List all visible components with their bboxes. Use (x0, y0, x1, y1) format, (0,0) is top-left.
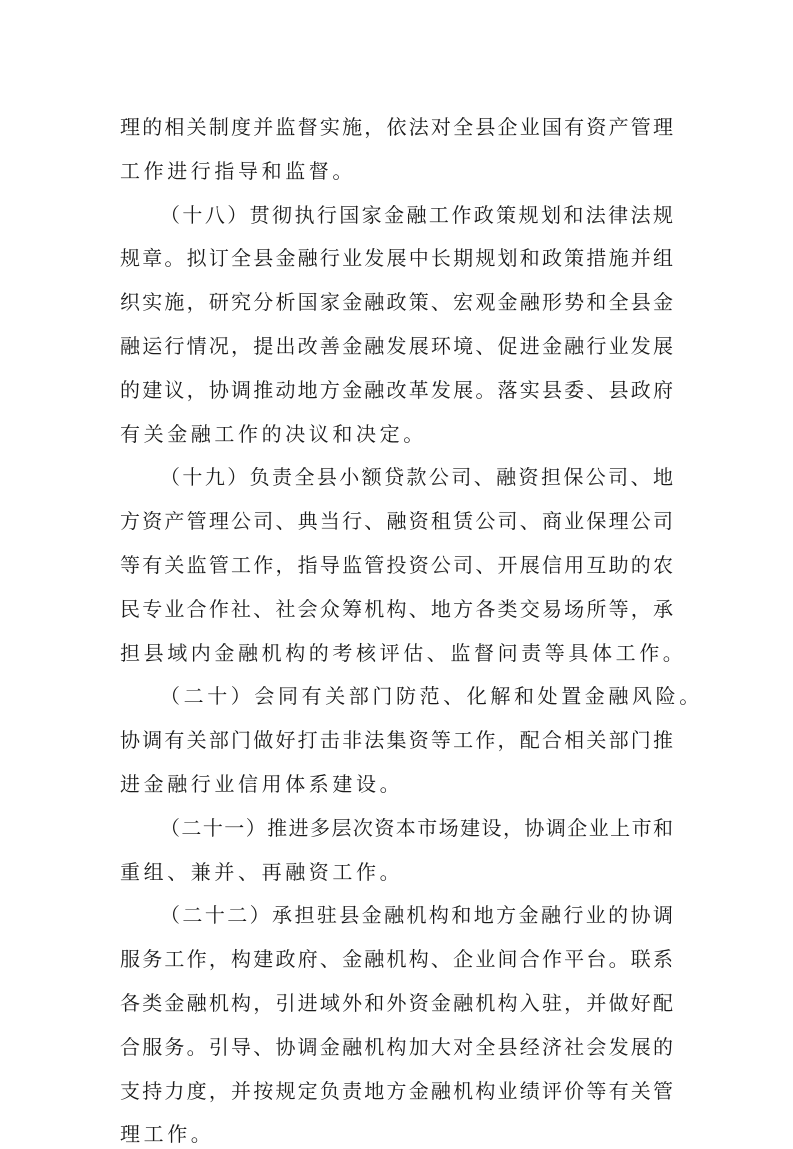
text-line: 融运行情况，提出改善金融发展环境、促进金融行业发展 (120, 334, 673, 358)
text-line: 的建议，协调推动地方金融改革发展。落实县委、县政府 (120, 378, 673, 402)
text-line: 规章。拟订全县金融行业发展中长期规划和政策措施并组 (120, 246, 673, 270)
text-line: 理的相关制度并监督实施，依法对全县企业国有资产管理 (120, 115, 673, 139)
text-line: 服务工作，构建政府、金融机构、企业间合作平台。联系 (120, 947, 673, 971)
text-line: 民专业合作社、社会众筹机构、地方各类交易场所等，承 (120, 597, 673, 621)
text-line: 支持力度，并按规定负责地方金融机构业绩评价等有关管 (120, 1079, 673, 1103)
text-line: 进金融行业信用体系建设。 (120, 772, 404, 796)
text-line: 协调有关部门做好打击非法集资等工作，配合相关部门推 (120, 728, 673, 752)
paragraph-21-start: （二十一）推进多层次资本市场建设，协调企业上市和 (160, 816, 673, 840)
text-line: 重组、兼并、再融资工作。 (120, 860, 404, 884)
text-line: 合服务。引导、协调金融机构加大对全县经济社会发展的 (120, 1035, 673, 1059)
text-line: 工作进行指导和监督。 (120, 159, 356, 183)
text-line: 织实施，研究分析国家金融政策、宏观金融形势和全县金 (120, 290, 673, 314)
text-line: 担县域内金融机构的考核评估、监督问责等具体工作。 (120, 641, 687, 665)
paragraph-22-start: （二十二）承担驻县金融机构和地方金融行业的协调 (160, 903, 673, 927)
text-line: 方资产管理公司、典当行、融资租赁公司、商业保理公司 (120, 509, 673, 533)
text-line: 理工作。 (120, 1122, 215, 1146)
paragraph-19-start: （十九）负责全县小额贷款公司、融资担保公司、地 (160, 465, 673, 489)
paragraph-20-start: （二十）会同有关部门防范、化解和处置金融风险。 (160, 684, 703, 708)
text-line: 各类金融机构，引进域外和外资金融机构入驻，并做好配 (120, 991, 673, 1015)
text-line: 等有关监管工作，指导监管投资公司、开展信用互助的农 (120, 553, 673, 577)
text-line: 有关金融工作的决议和决定。 (120, 422, 427, 446)
paragraph-18-start: （十八）贯彻执行国家金融工作政策规划和法律法规 (160, 203, 673, 227)
